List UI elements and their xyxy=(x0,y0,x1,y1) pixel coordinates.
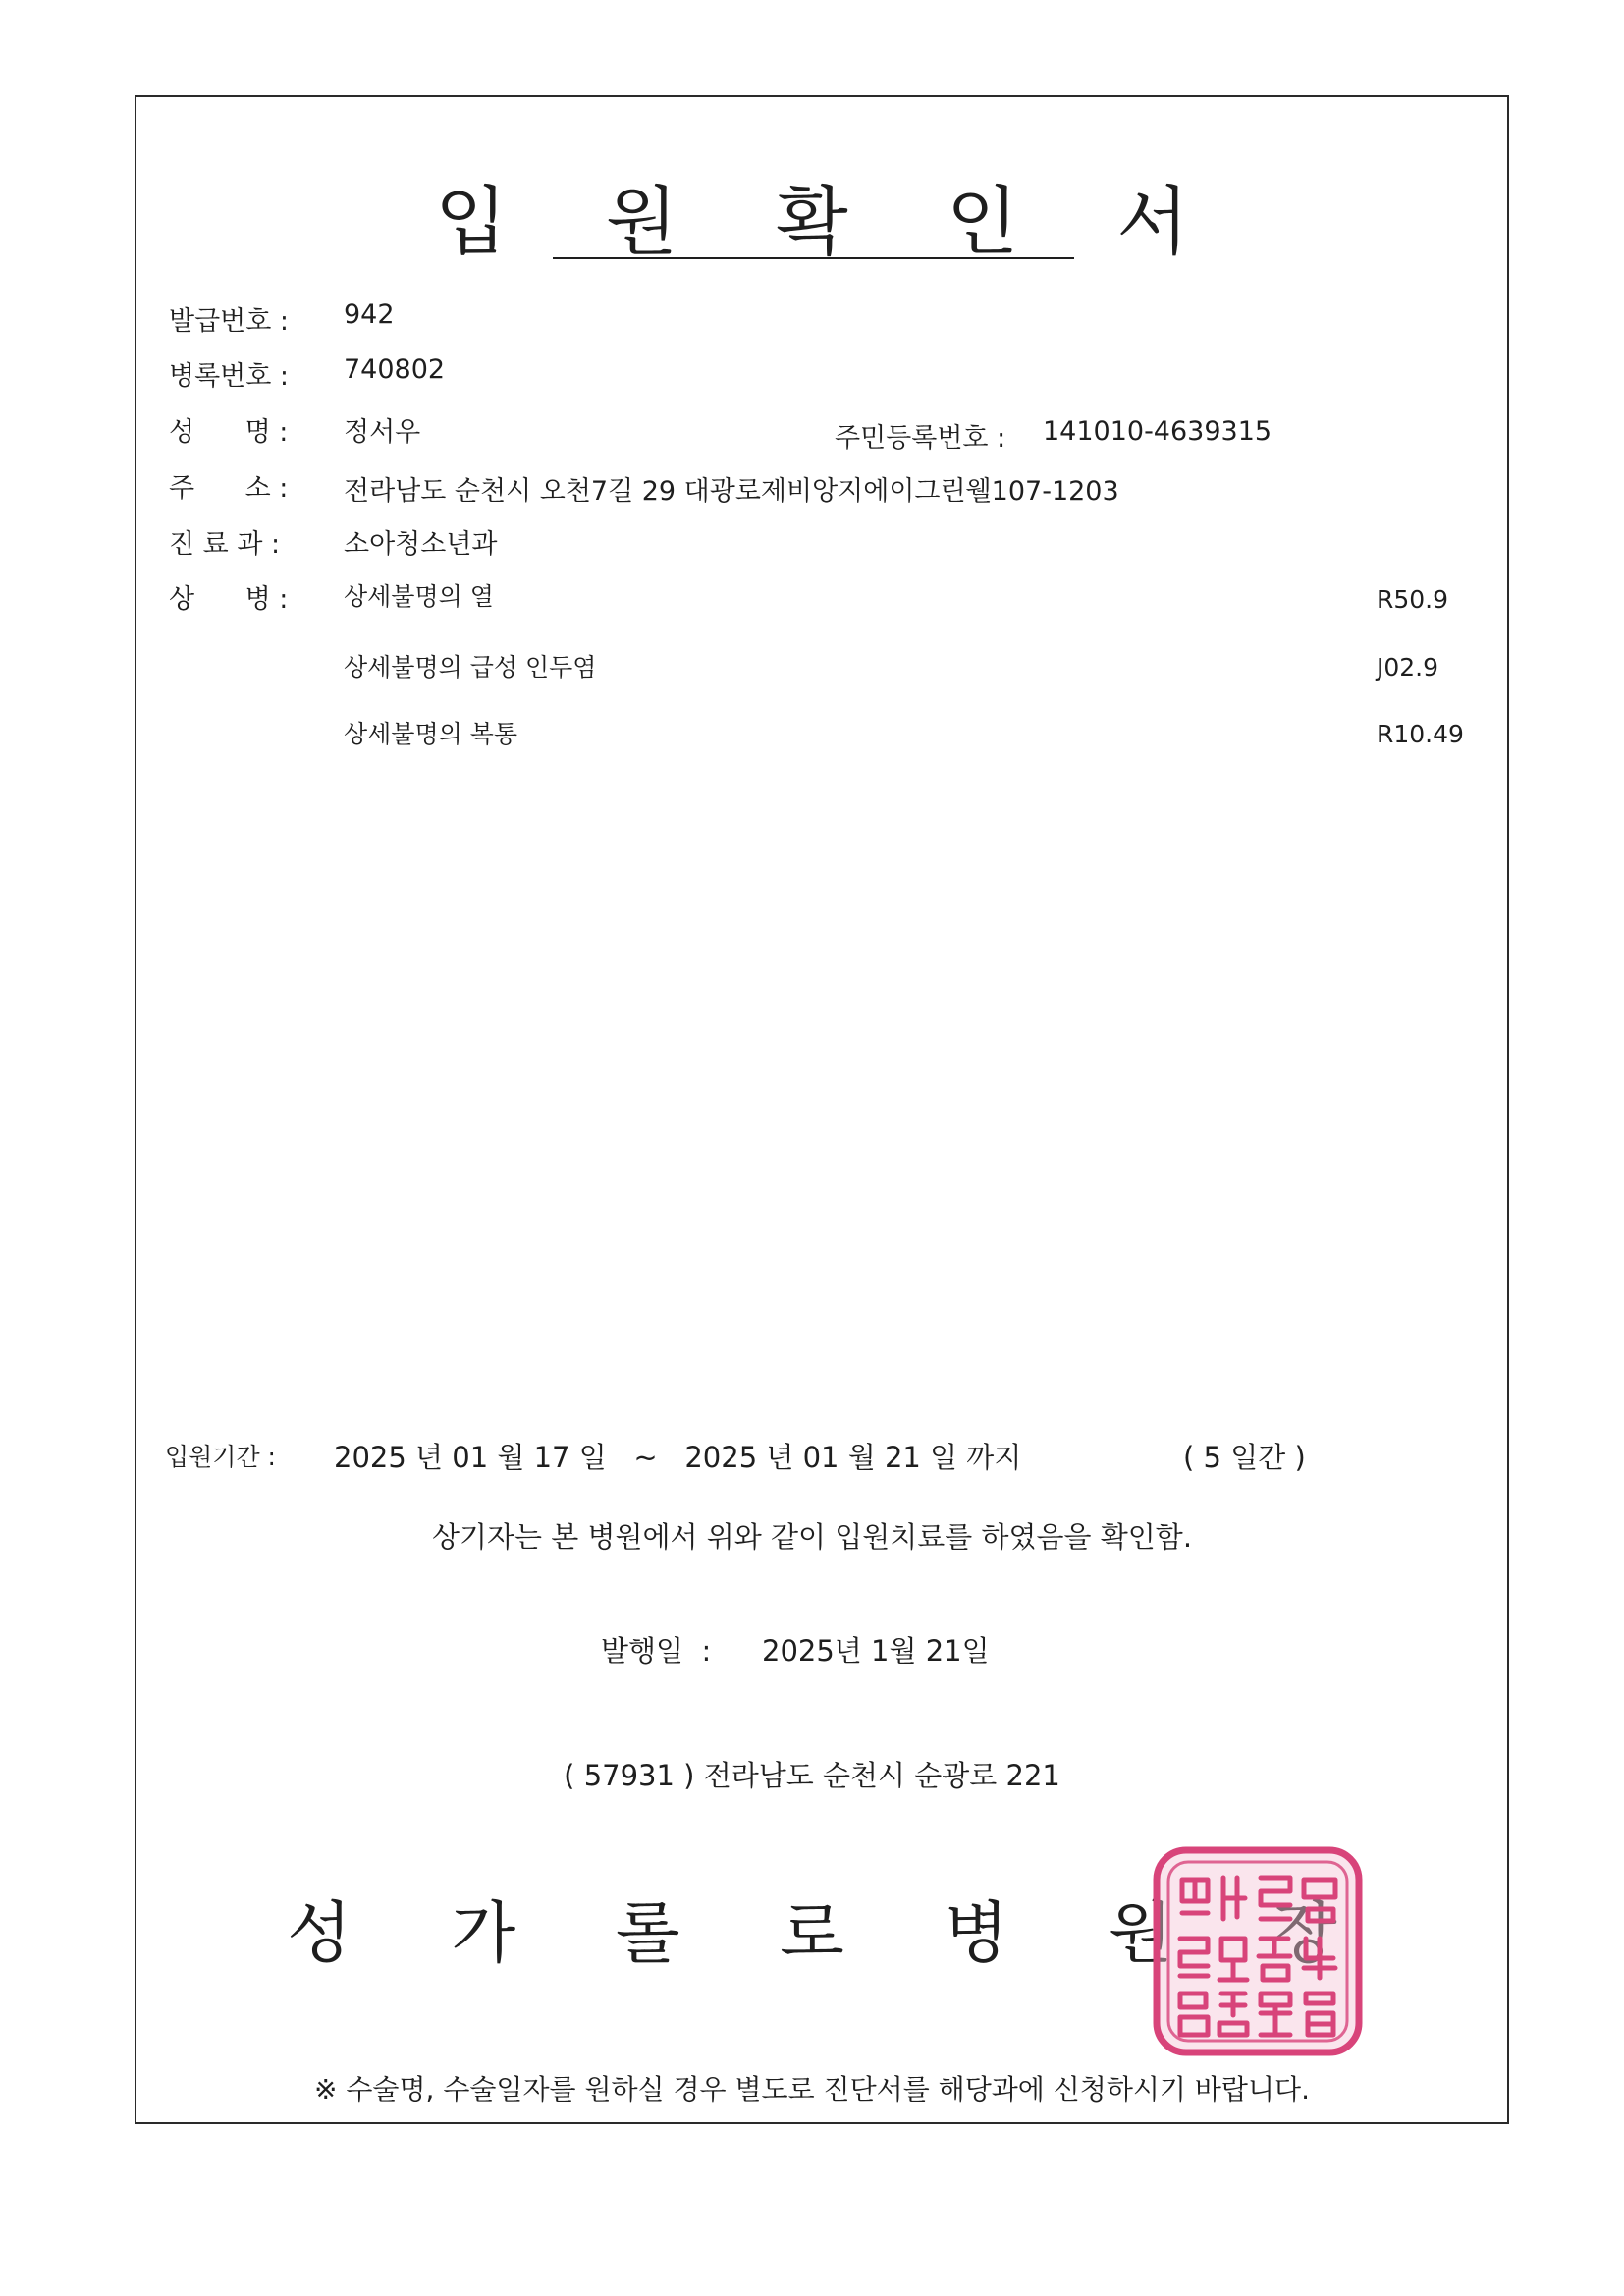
issue-date-value: 2025년 1월 21일 xyxy=(762,1634,990,1667)
issue-date-label: 발행일 : xyxy=(601,1634,712,1667)
hospital-director-name: 성 가 롤 로 병 원 장 xyxy=(287,1895,1377,1973)
hospital-address: ( 57931 ) 전라남도 순천시 순광로 221 xyxy=(564,1759,1060,1792)
department-value: 소아청소년과 xyxy=(344,529,498,560)
footnote: ※ 수술명, 수술일자를 원하실 경우 별도로 진단서를 해당과에 신청하시기 바랍니다. xyxy=(314,2073,1310,2105)
document-title: 입 원 확 인 서 xyxy=(435,178,1226,265)
diagnosis-label: 상 병 : xyxy=(169,584,289,615)
name-value: 정서우 xyxy=(344,417,421,448)
issue-number-value: 942 xyxy=(344,300,395,330)
issue-number-label: 발급번호 : xyxy=(169,306,290,337)
title-underline xyxy=(553,257,1074,259)
admission-days: ( 5 일간 ) xyxy=(1183,1441,1306,1474)
document-border xyxy=(135,95,1509,2124)
admission-period-label: 입원기간 : xyxy=(165,1443,276,1471)
rrn-value: 141010-4639315 xyxy=(1043,416,1272,447)
diagnosis-code: R10.49 xyxy=(1377,720,1464,748)
rrn-label: 주민등록번호 : xyxy=(835,423,1006,454)
diagnosis-code: J02.9 xyxy=(1377,653,1439,682)
address-value: 전라남도 순천시 오천7길 29 대광로제비앙지에이그린웰107-1203 xyxy=(344,476,1119,507)
record-number-value: 740802 xyxy=(344,355,446,385)
diagnosis-code: R50.9 xyxy=(1377,585,1449,614)
address-label: 주 소 : xyxy=(169,473,289,504)
diagnosis-name: 상세불명의 복통 xyxy=(344,720,517,748)
record-number-label: 병록번호 : xyxy=(169,361,290,392)
diagnosis-name: 상세불명의 급성 인두염 xyxy=(344,653,597,682)
confirmation-statement: 상기자는 본 병원에서 위와 같이 입원치료를 하였음을 확인함. xyxy=(431,1520,1193,1554)
hospital-seal-stamp xyxy=(1151,1844,1365,2058)
name-label: 성 명 : xyxy=(169,417,289,448)
department-label: 진 료 과 : xyxy=(169,529,281,560)
admission-period-value: 2025 년 01 월 17 일 ~ 2025 년 01 월 21 일 까지 xyxy=(334,1441,1022,1474)
diagnosis-name: 상세불명의 열 xyxy=(344,582,494,611)
